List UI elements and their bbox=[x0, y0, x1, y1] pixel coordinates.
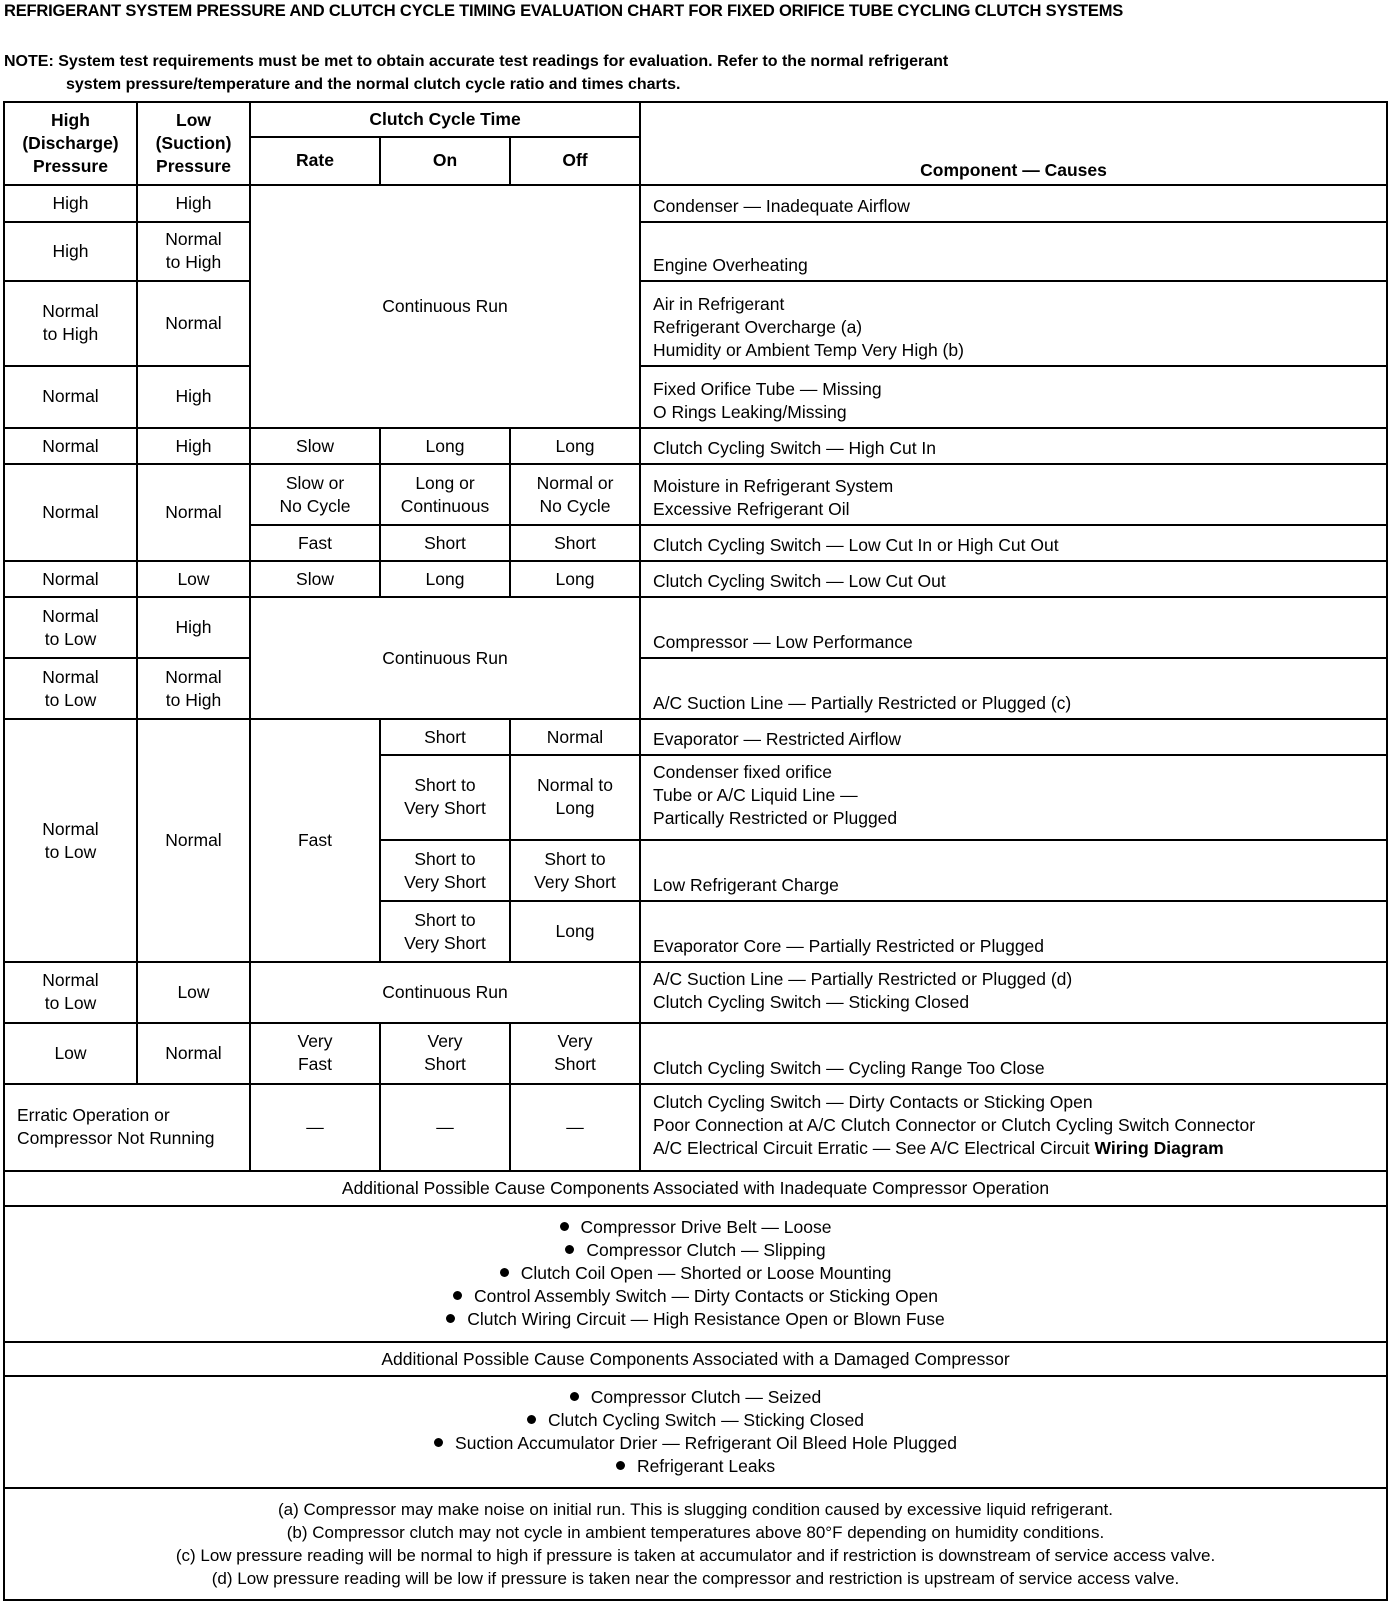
list-item: Refrigerant Leaks bbox=[17, 1455, 1374, 1478]
rate-cell: Fast bbox=[250, 525, 380, 561]
bullet-icon bbox=[434, 1438, 443, 1447]
high-pressure-cell: High bbox=[4, 185, 137, 222]
off-cell: Very Short bbox=[510, 1023, 640, 1084]
causes-cell: Evaporator Core — Partially Restricted or Plugged bbox=[640, 901, 1387, 962]
table-row bbox=[4, 1084, 1387, 1171]
low-pressure-cell: Low bbox=[137, 561, 250, 598]
off-cell: Short to Very Short bbox=[510, 840, 640, 901]
low-pressure-cell: Normal bbox=[137, 281, 250, 366]
high-pressure-cell: Normal to Low bbox=[4, 597, 137, 658]
footnote-a: (a) Compressor may make noise on initial run. This is slugging condition caused by excessive liquid refrigerant. bbox=[278, 1499, 1113, 1519]
causes-cell: Engine Overheating bbox=[640, 222, 1387, 281]
note-line-1: NOTE: System test requirements must be met to obtain accurate test readings for evaluation. Refer to the normal refrigerant bbox=[4, 53, 949, 70]
table-row bbox=[4, 597, 1387, 658]
bullet-list-row bbox=[4, 1376, 1387, 1488]
low-pressure-cell: Normal bbox=[137, 719, 250, 962]
causes-cell: Evaporator — Restricted Airflow bbox=[640, 719, 1387, 755]
evaluation-chart bbox=[3, 101, 1388, 1601]
note bbox=[4, 50, 1204, 96]
off-cell: Long bbox=[510, 428, 640, 465]
low-pressure-cell: Normal to High bbox=[137, 658, 250, 719]
rate-cell: Slow or No Cycle bbox=[250, 464, 380, 525]
table-row bbox=[4, 366, 1387, 428]
high-pressure-cell: Normal to Low bbox=[4, 962, 137, 1023]
causes-cell: Moisture in Refrigerant System Excessive Refrigerant Oil bbox=[640, 464, 1387, 525]
on-cell: Long bbox=[380, 561, 510, 598]
rate-cell: Very Fast bbox=[250, 1023, 380, 1084]
table-row bbox=[4, 561, 1387, 598]
list-item: Clutch Wiring Circuit — High Resistance Open or Blown Fuse bbox=[17, 1308, 1374, 1331]
on-cell: Short to Very Short bbox=[380, 840, 510, 901]
high-pressure-cell: Normal to Low bbox=[4, 719, 137, 962]
inadequate-compressor-list bbox=[4, 1206, 1387, 1342]
high-pressure-cell: Normal bbox=[4, 366, 137, 428]
condition-cell: Erratic Operation or Compressor Not Running bbox=[4, 1084, 250, 1171]
rate-header: Rate bbox=[250, 137, 380, 186]
causes-cell: Low Refrigerant Charge bbox=[640, 840, 1387, 901]
causes-cell: A/C Suction Line — Partially Restricted or Plugged (d) Clutch Cycling Switch — Sticking Closed bbox=[640, 962, 1387, 1023]
table-row bbox=[4, 185, 1387, 222]
continuous-run-cell: Continuous Run bbox=[250, 597, 640, 719]
table-row bbox=[4, 222, 1387, 281]
bullet-icon bbox=[565, 1245, 574, 1254]
footnotes bbox=[4, 1488, 1387, 1600]
clutch-cycle-time-header: Clutch Cycle Time bbox=[250, 102, 640, 137]
component-causes-header: Component — Causes bbox=[640, 102, 1387, 185]
bullet-list-row bbox=[4, 1206, 1387, 1342]
high-pressure-cell: Normal bbox=[4, 561, 137, 598]
header-row-1 bbox=[4, 102, 1387, 137]
high-pressure-cell: Normal bbox=[4, 428, 137, 465]
section-heading-damaged-compressor: Additional Possible Cause Components Associated with a Damaged Compressor bbox=[4, 1342, 1387, 1377]
causes-cell: Clutch Cycling Switch — Cycling Range Too Close bbox=[640, 1023, 1387, 1084]
rate-cell: — bbox=[250, 1084, 380, 1171]
section-heading-row bbox=[4, 1342, 1387, 1377]
list-item: Control Assembly Switch — Dirty Contacts or Sticking Open bbox=[17, 1285, 1374, 1308]
low-pressure-header: Low (Suction) Pressure bbox=[137, 102, 250, 185]
table-row bbox=[4, 1023, 1387, 1084]
bullet-icon bbox=[570, 1392, 579, 1401]
causes-cell: Clutch Cycling Switch — Low Cut Out bbox=[640, 561, 1387, 598]
low-pressure-cell: Normal to High bbox=[137, 222, 250, 281]
high-pressure-cell: Normal bbox=[4, 464, 137, 560]
low-pressure-cell: High bbox=[137, 597, 250, 658]
footnote-c: (c) Low pressure reading will be normal to high if pressure is taken at accumulator and if restriction is downstream of service access valve. bbox=[175, 1545, 1216, 1565]
off-cell: Normal or No Cycle bbox=[510, 464, 640, 525]
table-row bbox=[4, 719, 1387, 755]
low-pressure-cell: Normal bbox=[137, 464, 250, 560]
continuous-run-cell: Continuous Run bbox=[250, 185, 640, 428]
high-pressure-header: High (Discharge) Pressure bbox=[4, 102, 137, 185]
table-row bbox=[4, 464, 1387, 525]
low-pressure-cell: Normal bbox=[137, 1023, 250, 1084]
high-pressure-cell: Low bbox=[4, 1023, 137, 1084]
bullet-icon bbox=[616, 1461, 625, 1470]
on-cell: Very Short bbox=[380, 1023, 510, 1084]
on-cell: Long bbox=[380, 428, 510, 465]
note-line-2: system pressure/temperature and the normal clutch cycle ratio and times charts. bbox=[66, 76, 681, 93]
bullet-icon bbox=[500, 1268, 509, 1277]
on-cell: Short bbox=[380, 719, 510, 755]
causes-cell: Clutch Cycling Switch — Low Cut In or High Cut Out bbox=[640, 525, 1387, 561]
low-pressure-cell: High bbox=[137, 185, 250, 222]
low-pressure-cell: Low bbox=[137, 962, 250, 1023]
low-pressure-cell: High bbox=[137, 366, 250, 428]
chart-title: REFRIGERANT SYSTEM PRESSURE AND CLUTCH CYCLE TIMING EVALUATION CHART FOR FIXED ORIFICE TUBE CYCLING CLUTCH SYSTEMS bbox=[4, 2, 1124, 20]
footnote-d: (d) Low pressure reading will be low if pressure is taken near the compressor and restriction is upstream of service access valve. bbox=[211, 1568, 1180, 1588]
causes-cell: Fixed Orifice Tube — Missing O Rings Leaking/Missing bbox=[640, 366, 1387, 428]
damaged-compressor-list bbox=[4, 1376, 1387, 1488]
list-item: Compressor Clutch — Seized bbox=[17, 1386, 1374, 1409]
table-row bbox=[4, 428, 1387, 465]
table-row bbox=[4, 962, 1387, 1023]
off-cell: Normal bbox=[510, 719, 640, 755]
footnotes-row bbox=[4, 1488, 1387, 1600]
rate-cell: Slow bbox=[250, 561, 380, 598]
causes-cell: Condenser fixed orifice Tube or A/C Liquid Line — Partically Restricted or Plugged bbox=[640, 755, 1387, 840]
table-row bbox=[4, 281, 1387, 366]
section-heading-row bbox=[4, 1171, 1387, 1206]
causes-cell: Compressor — Low Performance bbox=[640, 597, 1387, 658]
rate-cell: Slow bbox=[250, 428, 380, 465]
on-cell: Short to Very Short bbox=[380, 755, 510, 840]
off-cell: Normal to Long bbox=[510, 755, 640, 840]
causes-cell: Clutch Cycling Switch — High Cut In bbox=[640, 428, 1387, 465]
off-cell: Long bbox=[510, 901, 640, 962]
causes-cell: A/C Suction Line — Partially Restricted or Plugged (c) bbox=[640, 658, 1387, 719]
high-pressure-cell: High bbox=[4, 222, 137, 281]
high-pressure-cell: Normal to Low bbox=[4, 658, 137, 719]
section-heading-inadequate-compressor: Additional Possible Cause Components Associated with Inadequate Compressor Operation bbox=[4, 1171, 1387, 1206]
footnote-b: (b) Compressor clutch may not cycle in ambient temperatures above 80°F depending on humidity conditions. bbox=[286, 1522, 1105, 1542]
off-cell: Long bbox=[510, 561, 640, 598]
rate-cell: Fast bbox=[250, 719, 380, 962]
off-cell: Short bbox=[510, 525, 640, 561]
bullet-icon bbox=[453, 1291, 462, 1300]
high-pressure-cell: Normal to High bbox=[4, 281, 137, 366]
list-item: Compressor Drive Belt — Loose bbox=[17, 1216, 1374, 1239]
on-cell: Short bbox=[380, 525, 510, 561]
list-item: Suction Accumulator Drier — Refrigerant Oil Bleed Hole Plugged bbox=[17, 1432, 1374, 1455]
on-cell: — bbox=[380, 1084, 510, 1171]
causes-cell: Clutch Cycling Switch — Dirty Contacts or Sticking Open Poor Connection at A/C Clutch Connector or Clutch Cycling Switch Connector A/C Electrical Circuit Erratic — See A/C Electrical Circuit Wiring Diagram bbox=[640, 1084, 1387, 1171]
off-header: Off bbox=[510, 137, 640, 186]
list-item: Compressor Clutch — Slipping bbox=[17, 1239, 1374, 1262]
bullet-icon bbox=[446, 1314, 455, 1323]
bullet-icon bbox=[560, 1222, 569, 1231]
off-cell: — bbox=[510, 1084, 640, 1171]
on-cell: Short to Very Short bbox=[380, 901, 510, 962]
list-item: Clutch Cycling Switch — Sticking Closed bbox=[17, 1409, 1374, 1432]
on-header: On bbox=[380, 137, 510, 186]
bullet-icon bbox=[527, 1415, 536, 1424]
table-row bbox=[4, 658, 1387, 719]
causes-cell: Air in Refrigerant Refrigerant Overcharge (a) Humidity or Ambient Temp Very High (b) bbox=[640, 281, 1387, 366]
continuous-run-cell: Continuous Run bbox=[250, 962, 640, 1023]
low-pressure-cell: High bbox=[137, 428, 250, 465]
causes-cell: Condenser — Inadequate Airflow bbox=[640, 185, 1387, 222]
on-cell: Long or Continuous bbox=[380, 464, 510, 525]
list-item: Clutch Coil Open — Shorted or Loose Mounting bbox=[17, 1262, 1374, 1285]
